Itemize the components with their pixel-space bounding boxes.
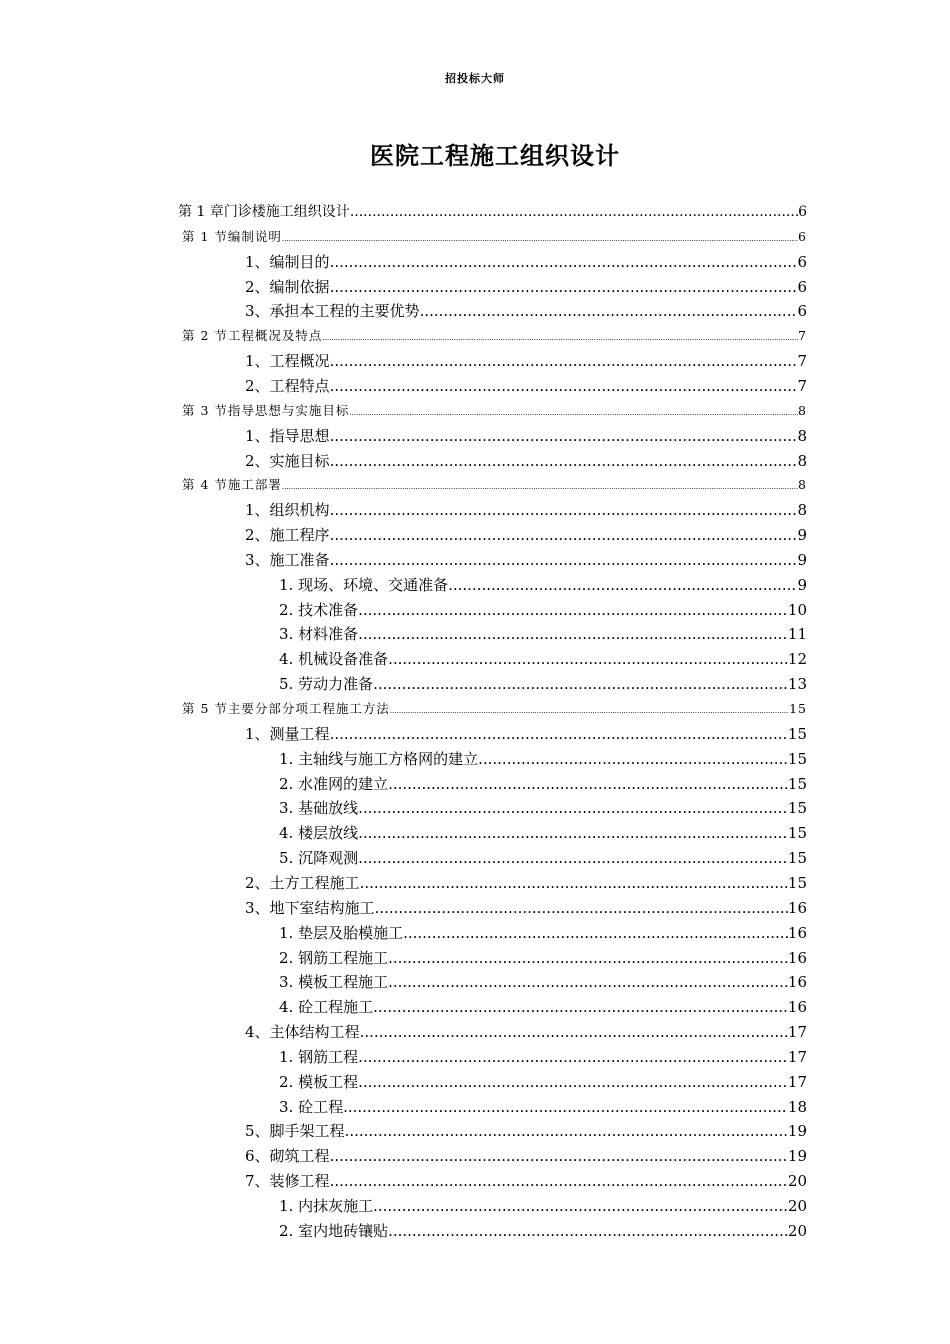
toc-entry-number: 第 5 节 <box>182 701 228 716</box>
toc-entry[interactable] <box>279 997 807 1017</box>
toc-entry-label: 工程特点 <box>269 376 330 395</box>
toc-entry-label: 3. 砼工程 <box>279 1097 344 1116</box>
toc-entry-number: 1、 <box>245 724 270 743</box>
toc-dot-leader <box>330 351 798 371</box>
toc-entry[interactable] <box>178 202 807 222</box>
toc-entry[interactable] <box>279 923 807 943</box>
toc-entry-page-number: 6 <box>798 228 807 244</box>
toc-entry[interactable] <box>245 1121 807 1141</box>
toc-entry-page-number: 16 <box>787 973 807 992</box>
toc-entry-label: 脚手架工程 <box>269 1122 345 1141</box>
toc-entry-label: 1. 垫层及胎模施工 <box>279 923 404 942</box>
toc-dot-leader <box>343 1097 788 1117</box>
toc-dot-leader <box>403 923 788 943</box>
toc-entry-label: 指导思想与实施目标 <box>227 402 350 418</box>
toc-entry-label: 施工部署 <box>227 477 282 493</box>
toc-entry-page-number: 8 <box>798 402 807 418</box>
toc-entry-label: 1. 内抹灰施工 <box>279 1197 374 1215</box>
toc-entry-page-number: 15 <box>787 774 807 793</box>
toc-entry-number: 3、 <box>245 898 270 917</box>
toc-dot-leader <box>358 1072 788 1092</box>
toc-entry-page-number: 19 <box>787 1122 807 1141</box>
toc-entry-number: 2、 <box>245 376 270 395</box>
toc-entry-number: 3、 <box>245 302 270 321</box>
toc-entry-page-number: 9 <box>797 526 807 545</box>
toc-entry-label: 土方工程施工 <box>269 873 360 892</box>
toc-entry[interactable] <box>279 774 807 794</box>
toc-entry-number: 第 1 章 <box>178 204 224 220</box>
toc-entry-page-number: 16 <box>787 898 807 917</box>
toc-dot-leader <box>330 550 798 570</box>
toc-entry-number: 3、 <box>245 550 270 569</box>
toc-entry-page-number: 18 <box>787 1097 807 1116</box>
toc-entry-page-number: 15 <box>787 749 807 768</box>
toc-entry-label: 工程概况及特点 <box>227 328 323 344</box>
toc-entry[interactable] <box>245 301 807 321</box>
toc-entry-label: 3. 材料准备 <box>279 625 359 644</box>
toc-entry-number: 1、 <box>245 352 270 371</box>
toc-entry-label: 2. 技术准备 <box>279 600 359 619</box>
toc-entry[interactable] <box>279 972 807 992</box>
toc-entry[interactable] <box>182 401 807 421</box>
toc-entry[interactable] <box>245 525 807 545</box>
toc-entry-label: 4. 机械设备准备 <box>279 650 389 669</box>
toc-entry-page-number: 15 <box>787 724 807 743</box>
toc-entry-label: 工程概况 <box>269 352 330 371</box>
toc-dot-leader <box>330 426 798 446</box>
toc-entry-number: 第 1 节 <box>182 228 228 244</box>
toc-entry-number: 6、 <box>245 1147 270 1166</box>
toc-entry-label: 2. 室内地砖镶贴 <box>279 1221 389 1240</box>
toc-dot-leader <box>358 823 788 843</box>
toc-entry[interactable] <box>279 1072 807 1092</box>
toc-entry-label: 施工程序 <box>269 526 330 545</box>
toc-dot-leader <box>330 1171 788 1191</box>
toc-entry-label: 主体结构工程 <box>269 1023 360 1042</box>
toc-entry-page-number: 15 <box>787 824 807 843</box>
toc-entry-page-number: 9 <box>797 575 807 594</box>
toc-entry-number: 7、 <box>245 1172 270 1191</box>
toc-dot-leader <box>282 475 798 497</box>
toc-entry-number: 1、 <box>245 252 270 271</box>
toc-entry-label: 地下室结构施工 <box>269 898 375 917</box>
toc-dot-leader <box>350 202 798 222</box>
toc-entry-label: 指导思想 <box>269 426 330 445</box>
toc-entry-page-number: 6 <box>797 277 807 296</box>
toc-entry-label: 3. 模板工程施工 <box>279 973 389 992</box>
toc-entry-label: 1. 钢筋工程 <box>279 1047 359 1066</box>
toc-entry-label: 主要分部分项工程施工方法 <box>227 701 390 716</box>
toc-entry[interactable] <box>245 351 807 371</box>
toc-entry-page-number: 8 <box>797 451 807 470</box>
toc-entry-label: 2. 钢筋工程施工 <box>279 948 389 967</box>
toc-entry[interactable] <box>279 798 807 818</box>
toc-entry[interactable] <box>245 724 807 744</box>
toc-entry[interactable] <box>279 1047 807 1067</box>
toc-entry[interactable] <box>245 550 807 570</box>
toc-dot-leader <box>388 948 788 968</box>
toc-entry[interactable] <box>279 1097 807 1117</box>
toc-entry-number: 5、 <box>245 1122 270 1141</box>
toc-entry-page-number: 8 <box>797 426 807 445</box>
toc-entry-page-number: 7 <box>798 328 807 344</box>
toc-entry-page-number: 11 <box>787 625 807 644</box>
toc-dot-leader <box>388 774 788 794</box>
toc-entry-page-number: 7 <box>797 376 807 395</box>
toc-entry[interactable] <box>279 823 807 843</box>
toc-entry[interactable] <box>245 376 807 396</box>
toc-dot-leader <box>373 997 788 1017</box>
toc-entry-label: 门诊楼施工组织设计 <box>223 204 350 220</box>
toc-dot-leader <box>349 401 798 423</box>
toc-entry-page-number: 19 <box>787 1147 807 1166</box>
toc-entry[interactable] <box>279 948 807 968</box>
toc-entry-label: 测量工程 <box>269 724 330 743</box>
toc-entry-label: 2. 模板工程 <box>279 1072 359 1091</box>
toc-entry-page-number: 6 <box>797 302 807 321</box>
toc-entry-page-number: 20 <box>787 1197 807 1215</box>
toc-entry-page-number: 8 <box>797 501 807 520</box>
toc-entry[interactable] <box>279 624 807 644</box>
toc-dot-leader <box>360 873 788 893</box>
toc-entry-number: 4、 <box>245 1023 270 1042</box>
toc-entry[interactable] <box>279 600 807 620</box>
toc-entry[interactable] <box>279 848 807 868</box>
toc-dot-leader <box>358 798 788 818</box>
toc-entry-page-number: 20 <box>787 1221 807 1240</box>
toc-entry-number: 1、 <box>245 426 270 445</box>
toc-dot-leader <box>358 1047 788 1067</box>
toc-entry-page-number: 9 <box>797 550 807 569</box>
toc-entry[interactable] <box>245 277 807 297</box>
toc-entry-page-number: 20 <box>787 1172 807 1191</box>
toc-entry-page-number: 17 <box>787 1023 807 1042</box>
toc-entry-page-number: 15 <box>787 849 807 868</box>
toc-entry[interactable] <box>182 475 807 495</box>
toc-entry-label: 砌筑工程 <box>269 1147 330 1166</box>
toc-entry[interactable] <box>182 227 807 247</box>
toc-entry[interactable] <box>245 451 807 471</box>
toc-dot-leader <box>358 848 788 868</box>
toc-dot-leader <box>358 600 788 620</box>
toc-dot-leader <box>375 898 788 918</box>
toc-entry-label: 5. 沉降观测 <box>279 849 359 868</box>
toc-entry-number: 2、 <box>245 873 270 892</box>
toc-entry-label: 4. 楼层放线 <box>279 824 359 843</box>
toc-entry-label: 承担本工程的主要优势 <box>269 302 420 321</box>
toc-entry-label: 编制依据 <box>269 277 330 296</box>
toc-dot-leader <box>330 376 798 396</box>
toc-entry-label: 4. 砼工程施工 <box>279 998 374 1017</box>
toc-entry-page-number: 15 <box>789 701 807 716</box>
toc-entry-number: 第 2 节 <box>182 328 228 344</box>
toc-dot-leader <box>330 277 798 297</box>
toc-entry-page-number: 16 <box>787 948 807 967</box>
toc-entry-page-number: 16 <box>787 998 807 1017</box>
toc-entry-page-number: 6 <box>797 252 807 271</box>
toc-dot-leader <box>388 972 788 992</box>
toc-dot-leader <box>373 1196 788 1216</box>
toc-entry[interactable] <box>279 1221 807 1241</box>
toc-entry-page-number: 15 <box>787 799 807 818</box>
toc-entry[interactable] <box>245 1022 807 1042</box>
toc-entry-label: 编制目的 <box>269 252 330 271</box>
toc-entry-label: 装修工程 <box>269 1172 330 1191</box>
toc-entry-label: 5. 劳动力准备 <box>279 675 374 694</box>
toc-dot-leader <box>330 500 798 520</box>
toc-entry[interactable] <box>279 1196 807 1216</box>
toc-dot-leader <box>322 326 798 348</box>
toc-entry-page-number: 16 <box>787 923 807 942</box>
toc-dot-leader <box>330 451 798 471</box>
toc-entry-page-number: 10 <box>787 600 807 619</box>
toc-entry[interactable] <box>245 426 807 446</box>
toc-entry[interactable] <box>245 500 807 520</box>
toc-entry[interactable] <box>279 649 807 669</box>
toc-dot-leader <box>330 724 788 744</box>
toc-entry[interactable] <box>245 898 807 918</box>
toc-entry-page-number: 15 <box>787 873 807 892</box>
toc-dot-leader <box>388 649 788 669</box>
toc-entry-label: 3. 基础放线 <box>279 799 359 818</box>
toc-dot-leader <box>358 624 788 644</box>
toc-entry-page-number: 8 <box>798 477 807 493</box>
toc-entry[interactable] <box>182 699 807 719</box>
toc-entry-page-number: 6 <box>798 204 807 220</box>
toc-entry-page-number: 17 <box>787 1072 807 1091</box>
toc-dot-leader <box>388 1221 788 1241</box>
toc-dot-leader <box>478 749 788 769</box>
toc-entry[interactable] <box>245 1146 807 1166</box>
toc-entry-number: 第 3 节 <box>182 402 228 418</box>
toc-entry[interactable] <box>245 1171 807 1191</box>
toc-dot-leader <box>360 1022 788 1042</box>
toc-entry[interactable] <box>182 326 807 346</box>
toc-dot-leader <box>330 252 798 272</box>
toc-entry-number: 第 4 节 <box>182 477 228 493</box>
toc-entry[interactable] <box>279 749 807 769</box>
toc-entry[interactable] <box>279 674 807 694</box>
toc-entry-number: 2、 <box>245 277 270 296</box>
toc-dot-leader <box>330 1146 788 1166</box>
toc-entry-page-number: 13 <box>787 675 807 694</box>
toc-entry-label: 组织机构 <box>269 501 330 520</box>
toc-entry-number: 1、 <box>245 501 270 520</box>
toc-dot-leader <box>373 674 788 694</box>
toc-entry[interactable] <box>245 252 807 272</box>
toc-entry[interactable] <box>245 873 807 893</box>
document-title: 医院工程施工组织设计 <box>370 141 620 170</box>
toc-entry-number: 2、 <box>245 451 270 470</box>
toc-entry-page-number: 7 <box>797 352 807 371</box>
toc-entry-page-number: 12 <box>787 650 807 669</box>
toc-entry-label: 2. 水准网的建立 <box>279 774 389 793</box>
toc-entry-number: 2、 <box>245 526 270 545</box>
toc-entry-label: 1. 现场、环境、交通准备 <box>279 575 449 594</box>
toc-dot-leader <box>390 699 789 721</box>
page-header: 招投标大师 <box>445 72 505 85</box>
toc-entry-label: 编制说明 <box>227 228 282 244</box>
toc-dot-leader <box>345 1121 788 1141</box>
toc-dot-leader <box>282 227 798 249</box>
toc-entry-label: 实施目标 <box>269 451 330 470</box>
toc-entry-page-number: 17 <box>787 1047 807 1066</box>
toc-dot-leader <box>330 525 798 545</box>
toc-dot-leader <box>448 575 797 595</box>
toc-entry-label: 施工准备 <box>269 550 330 569</box>
toc-entry-label: 1. 主轴线与施工方格网的建立 <box>279 749 479 768</box>
toc-entry[interactable] <box>279 575 807 595</box>
toc-dot-leader <box>420 301 798 321</box>
